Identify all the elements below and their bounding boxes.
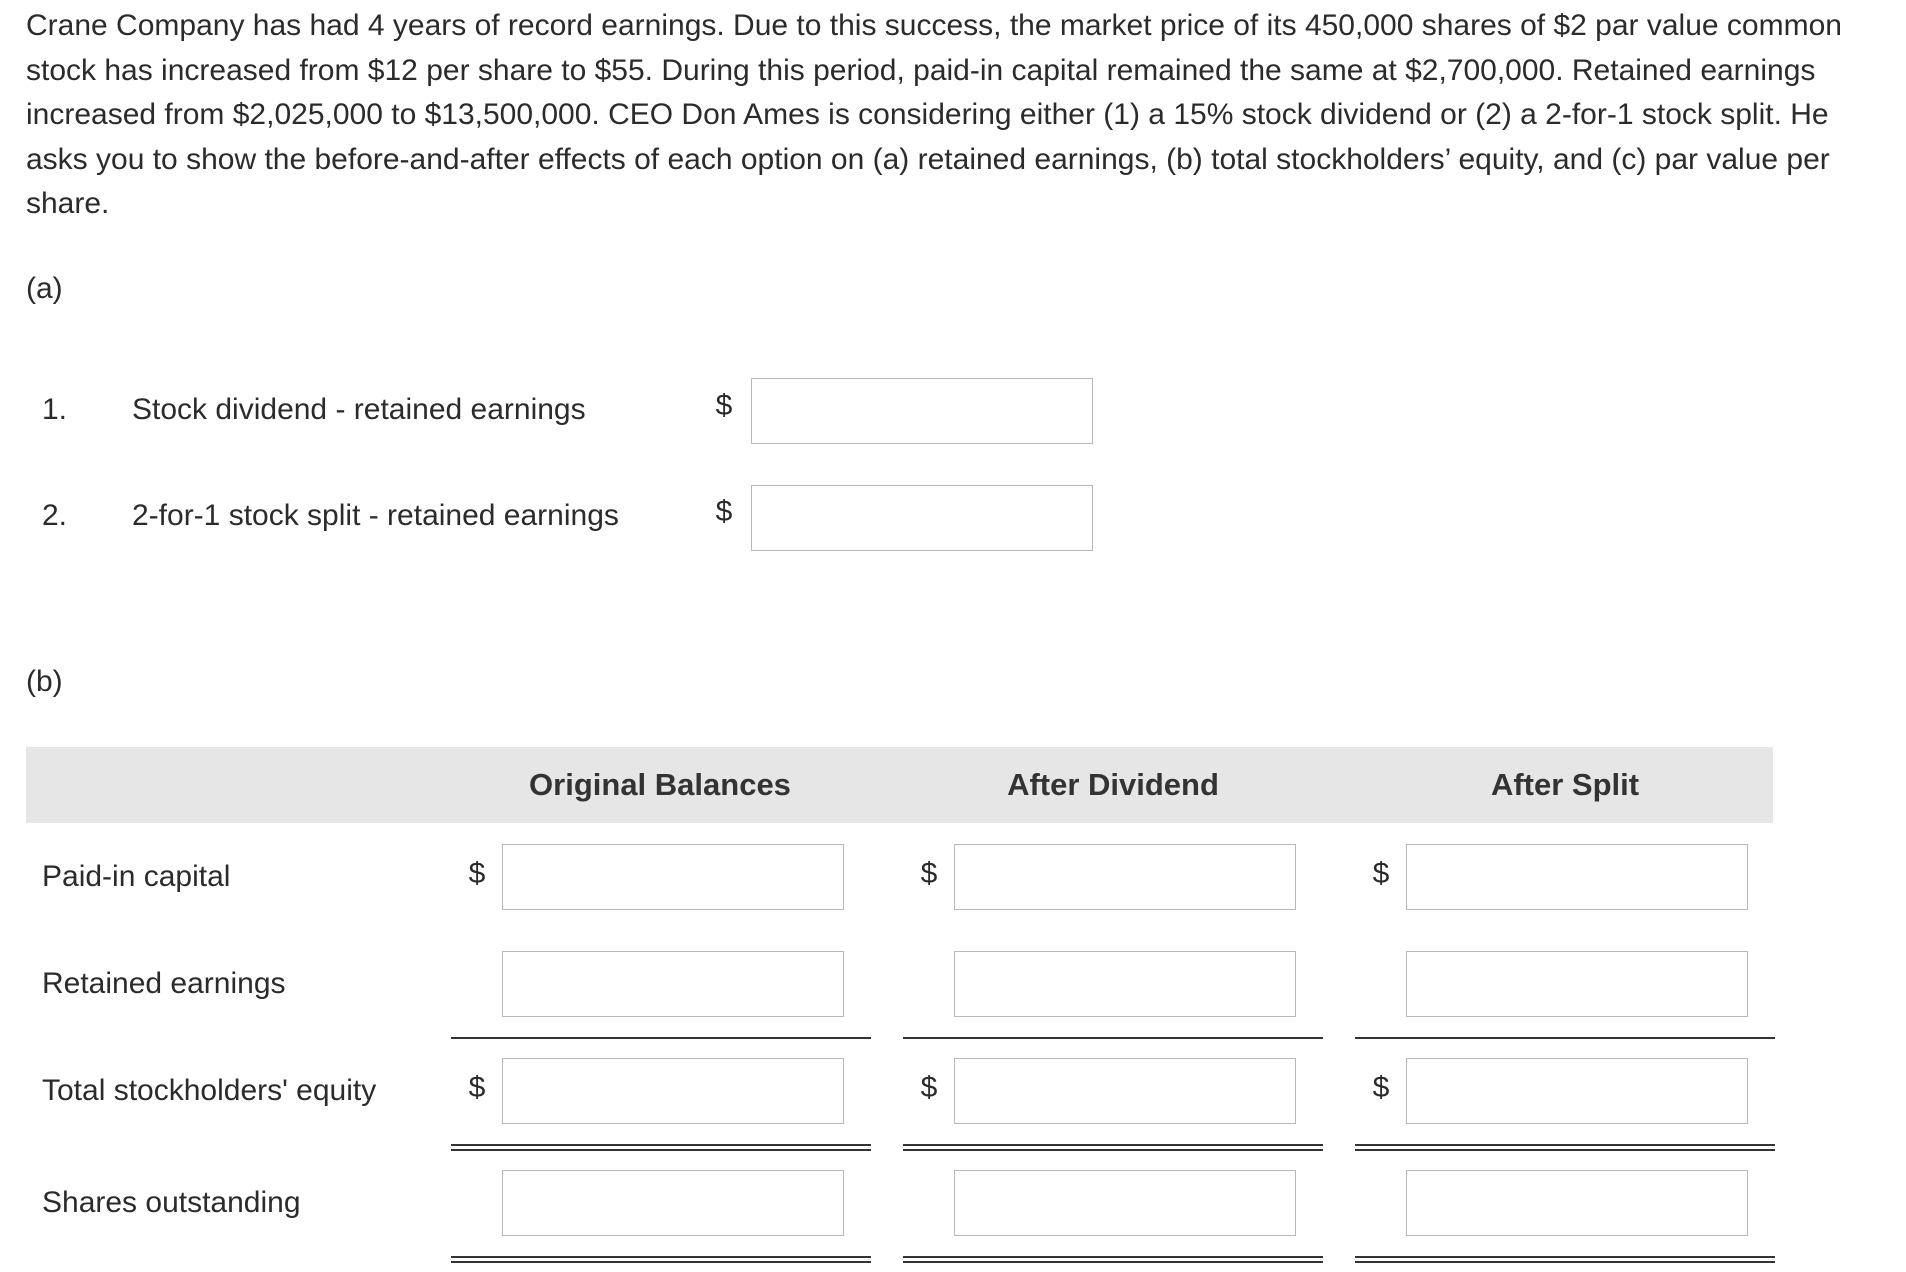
item-2-number: 2.: [42, 499, 68, 532]
stock-split-retained-earnings-label: 2-for-1 stock split - retained earnings: [132, 499, 619, 532]
paid-in-capital-original-input[interactable]: [502, 844, 844, 910]
total-equity-after-split-input[interactable]: [1406, 1058, 1748, 1124]
problem-statement: Crane Company has had 4 years of record earnings. Due to this success, the market price of its 450,000 shares of $2 par value common stock has increased from $12 per share to $55. During this period, paid-in capital remained the same at $2,700,000. Retained earnings increased from $2,025,000 to $13,500,000. CEO Don Ames is considering either (1) a 15% stock dividend or (2) a 2-for-1 stock split. He asks you to show the before-and-after effects of each option on (a) retained earnings, (b) total stockholders’ equity, and (c) par value per share.: [26, 9, 1842, 220]
currency-symbol: $: [468, 1071, 486, 1104]
total-double-rule: [903, 1149, 1323, 1151]
total-double-rule: [1355, 1144, 1775, 1146]
total-double-rule: [1355, 1149, 1775, 1151]
shares-double-rule: [903, 1256, 1323, 1258]
currency-symbol: $: [715, 495, 733, 528]
column-header-after-dividend: After Dividend: [1007, 767, 1219, 802]
column-header-original-balances: Original Balances: [529, 767, 791, 802]
currency-symbol: $: [920, 857, 938, 890]
row-label-total-stockholders-equity: Total stockholders' equity: [42, 1074, 377, 1107]
part-a-label: (a): [26, 272, 63, 305]
row-label-shares-outstanding: Shares outstanding: [42, 1186, 301, 1219]
item-1-number: 1.: [42, 393, 68, 426]
total-equity-original-input[interactable]: [502, 1058, 844, 1124]
part-b-label: (b): [26, 665, 63, 698]
paid-in-capital-after-split-input[interactable]: [1406, 844, 1748, 910]
shares-outstanding-after-dividend-input[interactable]: [954, 1170, 1296, 1236]
currency-symbol: $: [920, 1071, 938, 1104]
stock-dividend-retained-earnings-label: Stock dividend - retained earnings: [132, 393, 586, 426]
shares-double-rule: [451, 1261, 871, 1263]
retained-earnings-after-dividend-input[interactable]: [954, 951, 1296, 1017]
shares-outstanding-after-split-input[interactable]: [1406, 1170, 1748, 1236]
currency-symbol: $: [1372, 857, 1390, 890]
total-double-rule: [903, 1144, 1323, 1146]
retained-earnings-original-input[interactable]: [502, 951, 844, 1017]
column-header-after-split: After Split: [1490, 767, 1640, 802]
total-double-rule: [451, 1144, 871, 1146]
shares-double-rule: [903, 1261, 1323, 1263]
subtotal-rule: [903, 1037, 1323, 1039]
shares-double-rule: [451, 1256, 871, 1258]
total-equity-after-dividend-input[interactable]: [954, 1058, 1296, 1124]
subtotal-rule: [1355, 1037, 1775, 1039]
stock-split-retained-earnings-input[interactable]: [751, 485, 1093, 551]
currency-symbol: $: [715, 389, 733, 422]
total-double-rule: [451, 1149, 871, 1151]
currency-symbol: $: [1372, 1071, 1390, 1104]
subtotal-rule: [451, 1037, 871, 1039]
shares-double-rule: [1355, 1256, 1775, 1258]
paid-in-capital-after-dividend-input[interactable]: [954, 844, 1296, 910]
currency-symbol: $: [468, 857, 486, 890]
row-label-retained-earnings: Retained earnings: [42, 967, 286, 1000]
shares-double-rule: [1355, 1261, 1775, 1263]
shares-outstanding-original-input[interactable]: [502, 1170, 844, 1236]
row-label-paid-in-capital: Paid-in capital: [42, 860, 231, 893]
stock-dividend-retained-earnings-input[interactable]: [751, 378, 1093, 444]
retained-earnings-after-split-input[interactable]: [1406, 951, 1748, 1017]
